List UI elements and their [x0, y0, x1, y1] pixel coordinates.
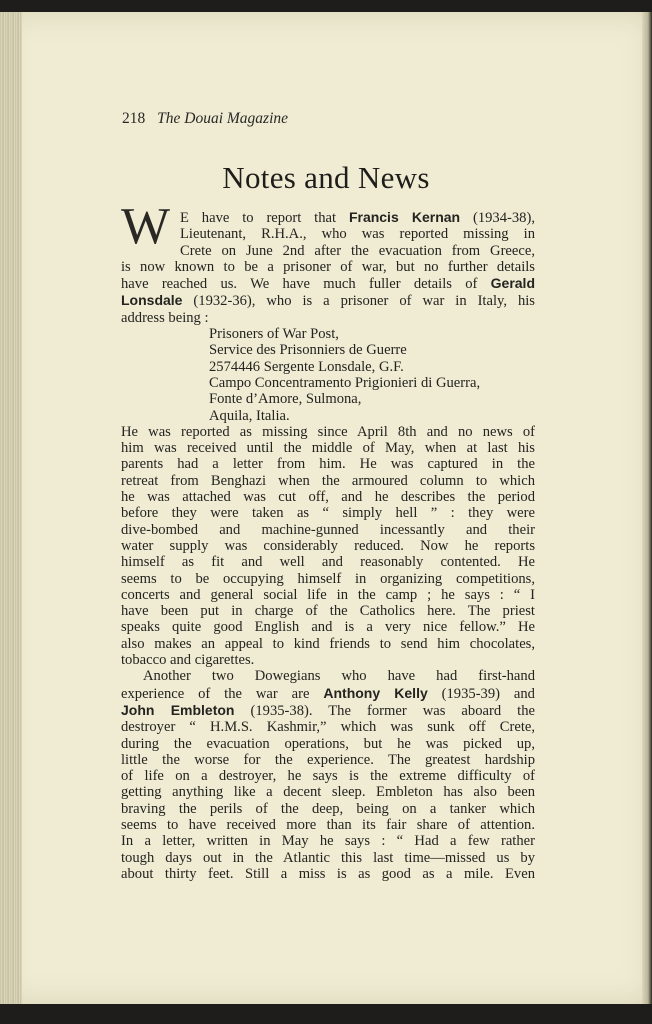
intro-paragraph: [121, 209, 535, 326]
text-line: is now known to be a prisoner of war, but no further details: [121, 258, 535, 275]
text-line: parents had a letter from him. He was captured in the: [121, 456, 535, 473]
text-line: experience of the war are Anthony Kelly (1935-39) and: [121, 684, 535, 702]
text-line: himself as fit and well and reasonably contented. He: [121, 554, 535, 571]
text-line: him was received until the middle of May, when at last his: [121, 440, 535, 457]
text-line: dive-bombed and machine-gunned incessantly and their: [121, 521, 535, 538]
text-line: braving the perils of the deep, being on a tanker which: [121, 800, 535, 817]
person-name: John Embleton: [121, 701, 235, 718]
page-number: 218: [122, 110, 146, 127]
address-block: [121, 326, 535, 424]
person-name: Anthony Kelly: [323, 684, 428, 701]
text-line: speaks quite good English and is a very nice fellow.” He: [121, 619, 535, 636]
text-line: he was attached was cut off, and he describes the period: [121, 489, 535, 506]
text-line: Aquila, Italia.: [209, 407, 290, 424]
text-line: John Embleton (1935-38). The former was aboard the: [121, 701, 535, 719]
drop-cap: W: [121, 198, 171, 255]
text-line: Another two Dowegians who have had first-hand: [143, 668, 535, 685]
text-line: water supply was considerably reduced. Now he reports: [121, 537, 535, 554]
text-line: during the evacuation operations, but he was picked up,: [121, 735, 535, 752]
text-line: getting anything like a decent sleep. Embleton has also been: [121, 784, 535, 801]
text-line: tough days out in the Atlantic this last time—missed us by: [121, 849, 535, 866]
text-line: Prisoners of War Post,: [209, 326, 339, 343]
text-line: little the worse for the experience. The greatest hardship: [121, 751, 535, 768]
text-line: tobacco and cigarettes.: [121, 652, 255, 669]
text-line: Campo Concentramento Prigionieri di Guerra,: [209, 374, 481, 391]
article-title: Notes and News: [222, 160, 430, 195]
text-line: Crete on June 2nd after the evacuation from Greece,: [180, 242, 535, 259]
text-line: concerts and general social life in the camp ; he says : “ I: [121, 586, 535, 603]
article-body: [121, 209, 535, 882]
text-line: address being :: [121, 309, 209, 326]
person-name: Gerald: [490, 275, 535, 292]
text-line: about thirty feet. Still a miss is as good as a mile. Even: [121, 865, 535, 882]
text-line: before they were taken as “ simply hell ” : they were: [121, 505, 535, 522]
text-line: Lonsdale (1932-36), who is a prisoner of war in Italy, his: [121, 292, 535, 310]
person-name: Francis Kernan: [348, 209, 461, 225]
text-line: He was reported as missing since April 8th and no news of: [121, 423, 535, 440]
text-line: Service des Prisonniers de Guerre: [209, 342, 407, 359]
text-line: 2574446 Sergente Lonsdale, G.F.: [209, 358, 404, 375]
text-line: of life on a destroyer, he says is the extreme difficulty of: [121, 768, 535, 785]
paragraph-lonsdale: [121, 424, 535, 668]
text-line: Fonte d’Amore, Sulmona,: [209, 391, 362, 408]
text-line: have been put in charge of the Catholics here. The priest: [121, 603, 535, 620]
text-line: retreat from Benghazi when the armoured column to which: [121, 472, 535, 489]
text-line: also makes an appeal to kind friends to send him chocolates,: [121, 635, 535, 652]
running-header: [122, 110, 288, 128]
text-line: seems to be occupying himself in organizing competitions,: [121, 570, 535, 587]
text-line: destroyer “ H.M.S. Kashmir,” which was sunk off Crete,: [121, 719, 535, 736]
text-line: Lieutenant, R.H.A., who was reported missing in: [180, 226, 535, 243]
paragraph-kelly-embleton: [121, 668, 535, 882]
person-name: Lonsdale: [121, 292, 183, 309]
text-line: E have to report that Francis Kernan (1934-38),: [180, 209, 535, 226]
text-line: seems to have received more than its fair share of attention.: [121, 816, 535, 833]
text-line: In a letter, written in May he says : “ Had a few rather: [121, 833, 535, 850]
text-line: have reached us. We have much fuller details of Gerald: [121, 275, 535, 293]
magazine-title: The Douai Magazine: [157, 110, 289, 127]
